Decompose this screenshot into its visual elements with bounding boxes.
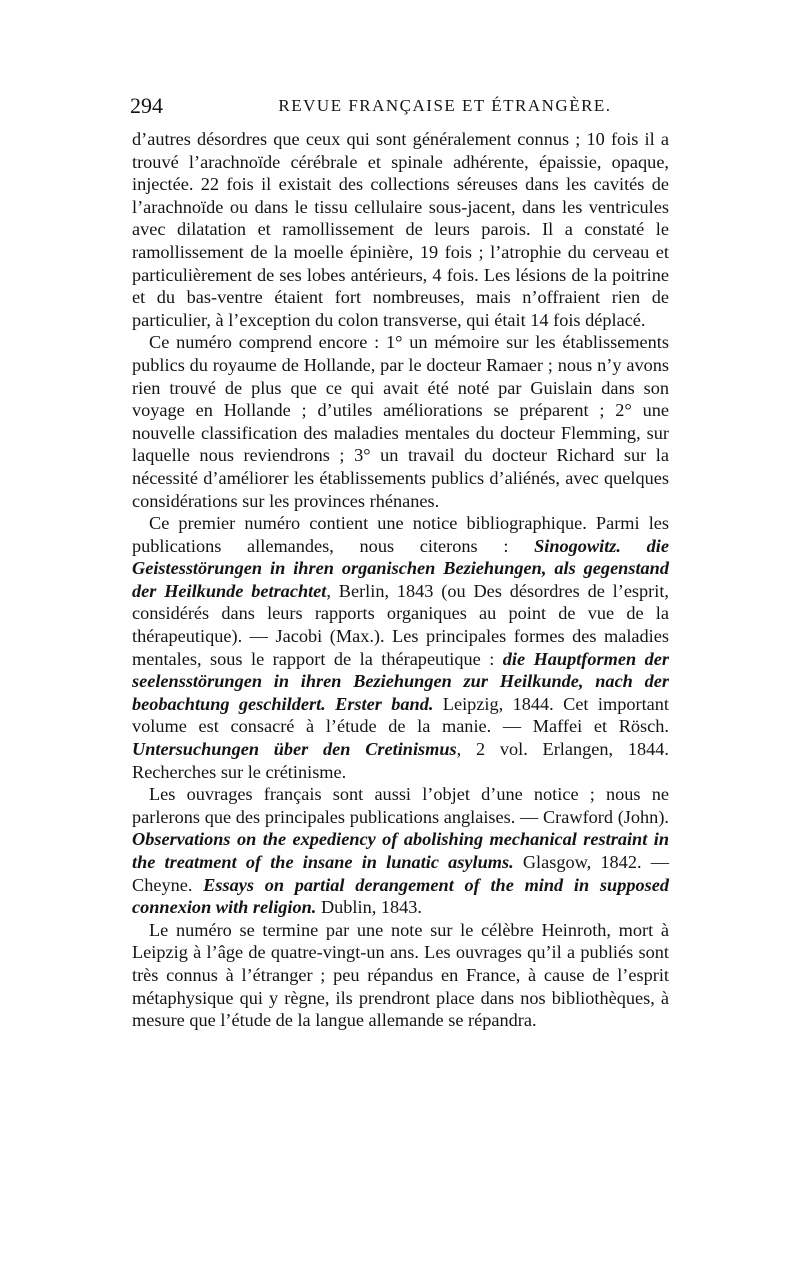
text-segment: Les ouvrages français sont aussi l’objet d’une notice ; nous ne parlerons que des principales publications anglaises. — Crawford (John). bbox=[132, 784, 669, 827]
paragraph bbox=[132, 128, 669, 331]
text-segment: Glasgow, 1842. — Cheyne. bbox=[132, 852, 669, 895]
italic-title: Sinogowitz. die Geistesstörungen in ihren organischen Beziehungen, als gegenstand der Heilkunde betrachtet bbox=[132, 535, 670, 601]
text-segment: , Berlin, 1843 (ou Des désordres de l’esprit, considérés dans leurs rapports organiques au point de vue de la thérapeutique). — Jacobi (Max.). Les principales formes des maladies mentales, sous le rapport de la thérapeutique : bbox=[132, 580, 670, 669]
text-segment: Ce numéro comprend encore : 1° un mémoire sur les établissements publics du royaume de Hollande, par le docteur Ramaer ; nous n’y avons rien trouvé de plus que ce qui avait été noté par Guislain dans son voyage en Hollande ; d’utiles améliorations se préparent ; 2° une nouvelle classification des maladies mentales du docteur Flemming, sur laquelle nous reviendrons ; 3° un travail du docteur Richard sur la nécessité d’améliorer les établissements publics d’aliénés, avec quelques considérations sur les provinces rhénanes. bbox=[132, 332, 669, 511]
text-segment: , 2 vol. Erlangen, 1844. Recherches sur le crétinisme. bbox=[132, 739, 669, 782]
paragraph bbox=[132, 919, 669, 1032]
page-number: 294 bbox=[130, 93, 163, 118]
body-text bbox=[132, 128, 669, 1032]
text-segment: d’autres désordres que ceux qui sont généralement connus ; 10 fois il a trouvé l’arachnoïde cérébrale et spinale adhérente, épaissie, opaque, injectée. 22 fois il existait des collections séreuses dans les cavités de l’arachnoïde ou dans le tissu cellulaire sous-jacent, dans les ventricules avec dilatation et ramollissement de leurs parois. Il a constaté le ramollissement de la moelle épinière, 19 fois ; l’atrophie du cerveau et particulièrement de ses lobes antérieurs, 4 fois. Les lésions de la poitrine et du bas-ventre étaient fort nombreuses, mais n’offraient rien de particulier, à l’exception du colon transverse, qui était 14 fois déplacé. bbox=[132, 129, 669, 330]
paragraph bbox=[132, 783, 669, 919]
paragraph bbox=[132, 331, 669, 512]
italic-title: Untersuchungen über den Cretinismus bbox=[132, 739, 457, 760]
paragraph bbox=[132, 512, 669, 783]
italic-title: Essays on partial derangement of the mind in supposed connexion with religion. bbox=[132, 874, 669, 918]
running-title: REVUE FRANÇAISE ET ÉTRANGÈRE. bbox=[278, 96, 612, 115]
page-header bbox=[130, 93, 670, 121]
text-segment: Dublin, 1843. bbox=[316, 897, 423, 918]
text-segment: Leipzig, 1844. Cet important volume est consacré à l’étude de la manie. — Maffei et Rösch. bbox=[132, 693, 669, 737]
italic-title: Observations on the expediency of abolishing mechanical restraint in the treatment of the insane in lunatic asylums. bbox=[132, 829, 669, 872]
italic-title: die Hauptformen der seelensstörungen in ihren Beziehungen zur Heilkunde, nach der beobachtung geschildert. Erster band. bbox=[132, 648, 669, 714]
text-segment: Le numéro se termine par une note sur le célèbre Heinroth, mort à Leipzig à l’âge de quatre-vingt-un ans. Les ouvrages qu’il a publiés sont très connus à l’étranger ; peu répandus en France, à cause de l’esprit métaphysique qui y règne, ils prendront place dans nos bibliothèques, à mesure que l’étude de la langue allemande se répandra. bbox=[132, 919, 669, 1031]
text-segment: Ce premier numéro contient une notice bibliographique. Parmi les publications allemandes, nous citerons : bbox=[132, 513, 669, 556]
